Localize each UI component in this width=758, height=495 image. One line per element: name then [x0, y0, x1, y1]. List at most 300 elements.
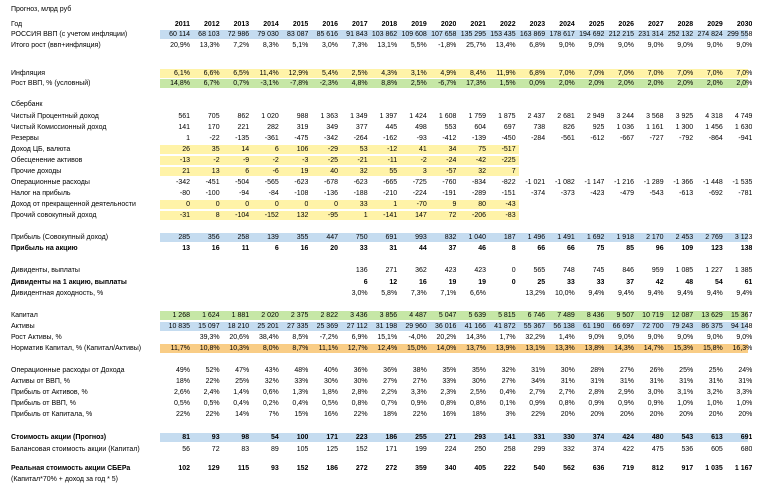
value-cell: 750	[355, 234, 368, 241]
value-cell: 8,7%	[292, 345, 309, 352]
year-header-cell: 2025	[588, 21, 605, 28]
value-cell: -1 289	[643, 179, 664, 186]
row-label: Дивиденты, выплаты	[11, 267, 80, 274]
sheet-row	[0, 377, 758, 386]
value-cell: 13,3%	[554, 345, 575, 352]
value-cell: 75	[596, 245, 605, 252]
value-cell: 8,0%	[262, 345, 279, 352]
value-cell: 36%	[353, 367, 368, 374]
value-cell: 1 456	[705, 124, 723, 131]
value-cell: 11,4%	[259, 70, 279, 77]
value-cell: -95	[327, 212, 338, 219]
value-cell: -43	[505, 201, 516, 208]
value-cell: 9,0%	[677, 334, 694, 341]
value-cell: 1,5%	[499, 80, 516, 87]
value-cell: -1 216	[614, 179, 634, 186]
value-cell: 5 815	[498, 312, 516, 319]
value-cell: -792	[679, 135, 694, 142]
value-cell: 1 035	[705, 465, 723, 472]
value-cell: 3 856	[379, 312, 398, 319]
value-cell: 66	[567, 245, 575, 252]
value-cell: 7 489	[557, 312, 575, 319]
value-cell: 79 243	[671, 323, 694, 330]
value-cell: 3,3%	[410, 389, 427, 396]
value-cell: -1 448	[702, 179, 723, 186]
value-cell: 36 016	[434, 323, 457, 330]
row-label: Норматив Капитал, % (Капитал/Активы)	[11, 345, 142, 352]
value-cell: 20	[330, 245, 338, 252]
value-cell: -517	[501, 146, 516, 153]
value-cell: 27%	[501, 378, 516, 385]
value-cell: 424	[622, 434, 634, 441]
value-cell: 11,9%	[496, 70, 516, 77]
value-cell: 72	[211, 446, 220, 453]
value-cell: 49%	[175, 367, 190, 374]
value-cell: 186	[385, 434, 398, 441]
sheet-row	[0, 233, 758, 242]
value-cell: 0,8%	[470, 400, 486, 407]
value-cell: 0,6%	[262, 389, 279, 396]
row-label: Реальная стоимость акции СБЕРа	[11, 465, 131, 472]
year-header-cell: 2017	[352, 21, 368, 28]
value-cell: 32%	[501, 367, 516, 374]
value-cell: 72 986	[227, 31, 250, 38]
value-cell: 35	[211, 146, 220, 153]
value-cell: 7,0%	[588, 70, 605, 77]
value-cell: 12	[389, 279, 398, 286]
value-cell: 988	[296, 113, 309, 120]
value-cell: -4,0%	[408, 334, 427, 341]
value-cell: -678	[323, 179, 338, 186]
value-cell: 3 436	[350, 312, 368, 319]
value-cell: 107 658	[431, 31, 457, 38]
value-cell: 56 138	[553, 323, 575, 330]
value-cell: -24	[446, 157, 457, 164]
value-cell: 7%	[268, 411, 279, 418]
row-label: Дивиденты на 1 акцию, выплаты	[11, 279, 127, 286]
value-cell: 565	[533, 267, 546, 274]
value-cell: 5 047	[438, 312, 457, 319]
value-cell: 32	[478, 168, 486, 175]
sheet-row	[0, 79, 758, 88]
value-cell: 212 215	[608, 31, 634, 38]
value-cell: 15 097	[198, 323, 220, 330]
value-cell: 94 148	[730, 323, 753, 330]
value-cell: -543	[649, 190, 664, 197]
value-cell: 9 507	[616, 312, 634, 319]
year-header-cell: 2011	[174, 21, 190, 28]
sheet-row	[0, 278, 758, 287]
value-cell: 20%	[679, 411, 694, 418]
value-cell: 31%	[679, 378, 694, 385]
value-cell: 18%	[471, 411, 486, 418]
value-cell: 2,9%	[618, 389, 634, 396]
value-cell: 0,4%	[233, 400, 250, 407]
value-cell: 331	[533, 434, 546, 441]
value-cell: -2	[420, 157, 427, 164]
value-cell: 25	[537, 279, 546, 286]
sheet-title-row	[0, 5, 758, 14]
value-cell: 2,4%	[203, 389, 220, 396]
value-cell: 1,3%	[292, 389, 309, 396]
value-cell: 7,0%	[618, 70, 634, 77]
value-cell: -13	[179, 157, 190, 164]
value-cell: 5,4%	[322, 70, 338, 77]
value-cell: 224	[444, 446, 457, 453]
sheet-row	[0, 475, 758, 484]
value-cell: -224	[412, 190, 427, 197]
value-cell: 9,4%	[706, 290, 723, 297]
value-cell: -623	[294, 179, 309, 186]
value-cell: 6,8%	[529, 42, 546, 49]
value-cell: 13,7%	[466, 345, 486, 352]
value-cell: -12	[387, 146, 398, 153]
value-cell: 199	[415, 446, 427, 453]
value-cell: -3,1%	[260, 80, 279, 87]
value-cell: 41 872	[494, 323, 516, 330]
value-cell: 223	[355, 434, 368, 441]
value-cell: 30%	[471, 378, 486, 385]
value-cell: -206	[471, 212, 486, 219]
value-cell: -1 082	[554, 179, 575, 186]
value-cell: 1,0%	[736, 400, 753, 407]
value-cell: -225	[501, 157, 516, 164]
value-cell: -361	[264, 135, 279, 142]
year-header-cell: 2019	[411, 21, 427, 28]
value-cell: 25 201	[257, 323, 279, 330]
value-cell: 2 769	[705, 234, 723, 241]
value-cell: 2,8%	[588, 389, 605, 396]
value-cell: -284	[531, 135, 546, 142]
sheet-row	[0, 464, 758, 473]
value-cell: -3	[302, 157, 309, 164]
value-cell: -412	[442, 135, 457, 142]
value-cell: 1 875	[498, 113, 516, 120]
value-cell: 31%	[560, 378, 575, 385]
value-cell: -104	[235, 212, 250, 219]
value-cell: 2,0%	[618, 80, 634, 87]
value-cell: 139	[267, 234, 279, 241]
value-cell: 15,1%	[377, 334, 398, 341]
value-cell: 959	[651, 267, 664, 274]
value-cell: -423	[590, 190, 605, 197]
sheet-row	[0, 445, 758, 454]
year-header-cell: 2013	[233, 21, 250, 28]
row-label: Доход ЦБ, валюта	[11, 146, 71, 153]
row-label: Итого рост (ввп+инфляция)	[11, 42, 101, 49]
value-cell: -1 535	[732, 179, 753, 186]
value-cell: 55	[389, 168, 398, 175]
value-cell: 22%	[205, 378, 220, 385]
row-label: Операционные расходы	[11, 179, 90, 186]
value-cell: -100	[205, 190, 220, 197]
value-cell: 68 103	[198, 31, 220, 38]
value-cell: 12,4%	[377, 345, 398, 352]
value-cell: 15,8%	[702, 345, 723, 352]
year-header-cell: 2012	[204, 21, 220, 28]
value-cell: 29 960	[405, 323, 427, 330]
value-cell: 862	[237, 113, 250, 120]
value-cell: 33%	[442, 378, 457, 385]
sheet-row	[0, 112, 758, 121]
value-cell: 8,4%	[470, 70, 486, 77]
value-cell: 4,9%	[440, 70, 457, 77]
sheet-row	[0, 156, 758, 165]
value-cell: 170	[207, 124, 220, 131]
value-cell: 54	[715, 279, 723, 286]
value-cell: 13,1%	[525, 345, 546, 352]
value-cell: 105	[296, 446, 309, 453]
value-cell: 1 759	[468, 113, 486, 120]
value-cell: 153 435	[490, 31, 516, 38]
value-cell: 18%	[383, 411, 398, 418]
value-cell: 10 719	[642, 312, 664, 319]
value-cell: 562	[563, 465, 575, 472]
value-cell: 186	[326, 465, 338, 472]
value-cell: 3,3%	[736, 389, 753, 396]
value-cell: 48	[685, 279, 694, 286]
value-cell: -941	[738, 135, 753, 142]
value-cell: 33	[567, 279, 575, 286]
value-cell: 9,4%	[618, 290, 634, 297]
value-cell: 6,7%	[203, 80, 220, 87]
row-label: Балансовая стоимость акции (Капитал)	[11, 446, 140, 453]
value-cell: 272	[355, 465, 368, 472]
value-cell: 152	[296, 465, 309, 472]
value-cell: -11	[387, 157, 398, 164]
value-cell: -25	[327, 157, 338, 164]
value-cell: 0	[245, 201, 250, 208]
value-cell: 0,9%	[410, 400, 427, 407]
value-cell: 9,0%	[588, 334, 605, 341]
value-cell: 2,0%	[647, 80, 664, 87]
value-cell: 38,4%	[258, 334, 279, 341]
value-cell: 32,2%	[525, 334, 546, 341]
year-header-cell: 2015	[292, 21, 309, 28]
value-cell: 8	[511, 245, 516, 252]
year-header-cell: 2027	[648, 21, 664, 28]
value-cell: 2,6%	[174, 389, 190, 396]
value-cell: 475	[651, 446, 664, 453]
year-header-row	[0, 20, 758, 29]
value-cell: 15 367	[730, 312, 753, 319]
value-cell: -665	[383, 179, 398, 186]
value-cell: 2,0%	[588, 80, 605, 87]
value-cell: 0,2%	[262, 400, 279, 407]
sheet-row	[0, 289, 758, 298]
value-cell: -623	[353, 179, 368, 186]
value-cell: 33	[359, 245, 368, 252]
value-cell: 271	[444, 434, 457, 441]
value-cell: 27%	[619, 367, 634, 374]
value-cell: 31%	[708, 378, 723, 385]
value-cell: 20%	[590, 411, 605, 418]
value-cell: 16%	[323, 411, 338, 418]
value-cell: 480	[651, 434, 664, 441]
value-cell: -2,3%	[319, 80, 338, 87]
value-cell: 35%	[471, 367, 486, 374]
value-cell: 0,7%	[381, 400, 398, 407]
value-cell: 14,3%	[614, 345, 634, 352]
value-cell: 274 824	[697, 31, 723, 38]
value-cell: -864	[708, 135, 723, 142]
value-cell: 16	[419, 279, 427, 286]
value-cell: 8,8%	[381, 80, 398, 87]
value-cell: 56	[182, 446, 190, 453]
sheet-row	[0, 433, 758, 442]
value-cell: 98	[241, 434, 250, 441]
value-cell: 1 491	[557, 234, 575, 241]
value-cell: 20%	[708, 411, 723, 418]
value-cell: 138	[740, 245, 753, 252]
row-label: Прибыль (Совокупный доход)	[11, 234, 109, 241]
value-cell: 42	[655, 279, 664, 286]
value-cell: 1,8%	[322, 389, 338, 396]
value-cell: -210	[383, 190, 398, 197]
value-cell: 0,1%	[499, 400, 516, 407]
value-cell: 38%	[412, 367, 427, 374]
value-cell: -450	[501, 135, 516, 142]
value-cell: 1 624	[202, 312, 220, 319]
sheet-row	[0, 399, 758, 408]
value-cell: -289	[471, 190, 486, 197]
value-cell: 3,0%	[322, 42, 338, 49]
value-cell: 7,3%	[410, 290, 427, 297]
value-cell: 258	[503, 446, 516, 453]
row-label: Рост ВВП, % (условный)	[11, 80, 91, 87]
value-cell: 1,0%	[706, 400, 723, 407]
value-cell: 30%	[353, 378, 368, 385]
value-cell: 25,7%	[466, 42, 486, 49]
value-cell: 6,5%	[233, 70, 250, 77]
value-cell: 374	[592, 434, 605, 441]
value-cell: -42	[475, 157, 486, 164]
value-cell: 0,9%	[588, 400, 605, 407]
value-cell: 8	[215, 212, 220, 219]
row-label: Стоимость акции (Прогноз)	[11, 434, 107, 441]
value-cell: 423	[444, 267, 457, 274]
value-cell: 9,0%	[706, 42, 723, 49]
value-cell: 22%	[353, 411, 368, 418]
value-cell: 93	[211, 434, 220, 441]
value-cell: 40	[330, 168, 338, 175]
value-cell: 3%	[505, 411, 516, 418]
value-cell: -822	[501, 179, 516, 186]
value-cell: 355	[296, 234, 309, 241]
value-cell: 613	[711, 434, 723, 441]
value-cell: 222	[503, 465, 516, 472]
value-cell: -9	[242, 157, 250, 164]
value-cell: 27%	[383, 378, 398, 385]
value-cell: 359	[415, 465, 427, 472]
value-cell: 9,0%	[647, 42, 664, 49]
value-cell: 1 167	[734, 465, 753, 472]
value-cell: 129	[207, 465, 220, 472]
value-cell: -667	[619, 135, 634, 142]
value-cell: 1 363	[320, 113, 338, 120]
value-cell: 719	[622, 465, 634, 472]
value-cell: 349	[326, 124, 338, 131]
value-cell: 1	[363, 212, 368, 219]
value-cell: 8 436	[586, 312, 605, 319]
year-header-cell: 2021	[470, 21, 486, 28]
value-cell: -7,8%	[290, 80, 309, 87]
value-cell: 13 629	[701, 312, 723, 319]
value-cell: 993	[415, 234, 427, 241]
sheet-row	[0, 69, 758, 78]
value-cell: 1,0%	[677, 400, 694, 407]
sheet-row	[0, 167, 758, 176]
sheet-row	[0, 322, 758, 331]
value-cell: 10,0%	[554, 290, 575, 297]
value-cell: 405	[474, 465, 486, 472]
value-cell: 22%	[175, 411, 190, 418]
value-cell: 34	[448, 146, 457, 153]
value-cell: 106	[296, 146, 309, 153]
value-cell: 163 869	[519, 31, 546, 38]
value-cell: 72 700	[642, 323, 664, 330]
value-cell: 377	[355, 124, 368, 131]
value-cell: 53	[359, 146, 368, 153]
value-cell: 31 198	[375, 323, 398, 330]
value-cell: 5,8%	[381, 290, 398, 297]
row-label: Сбербанк	[11, 101, 43, 108]
value-cell: 293	[474, 434, 486, 441]
value-cell: 32	[359, 168, 368, 175]
value-cell: -504	[235, 179, 250, 186]
value-cell: 46	[478, 245, 486, 252]
value-cell: 9,4%	[588, 290, 605, 297]
value-cell: 178 617	[549, 31, 575, 38]
value-cell: 447	[326, 234, 338, 241]
row-label: Капитал	[11, 312, 38, 319]
value-cell: 35%	[442, 367, 457, 374]
sheet-row	[0, 41, 758, 50]
year-header-cell: 2020	[440, 21, 457, 28]
value-cell: 221	[237, 124, 250, 131]
value-cell: 136	[355, 267, 368, 274]
value-cell: 0,5%	[174, 400, 190, 407]
value-cell: 19	[300, 168, 309, 175]
value-cell: 27 335	[286, 323, 309, 330]
value-cell: -94	[239, 190, 250, 197]
value-cell: 0	[511, 279, 516, 286]
value-cell: 1	[186, 135, 190, 142]
value-cell: 0	[274, 201, 279, 208]
value-cell: 422	[622, 446, 634, 453]
value-cell: -760	[442, 179, 457, 186]
value-cell: 109 608	[401, 31, 427, 38]
value-cell: 2,2%	[381, 389, 398, 396]
value-cell: -191	[442, 190, 457, 197]
value-cell: 0	[215, 201, 220, 208]
year-header-cell: 2030	[736, 21, 753, 28]
value-cell: 2,7%	[529, 389, 546, 396]
value-cell: -93	[416, 135, 427, 142]
value-cell: 17,3%	[466, 80, 486, 87]
value-cell: 85	[626, 245, 634, 252]
sheet-row	[0, 123, 758, 132]
value-cell: 7,0%	[647, 70, 664, 77]
value-cell: -141	[383, 212, 398, 219]
value-cell: 6,8%	[529, 70, 546, 77]
value-cell: 2 170	[646, 234, 664, 241]
value-cell: 9,0%	[736, 334, 753, 341]
value-cell: 1 161	[646, 124, 664, 131]
value-cell: 1 424	[409, 113, 427, 120]
row-label: Инфляция	[11, 70, 46, 77]
sheet-row	[0, 200, 758, 209]
